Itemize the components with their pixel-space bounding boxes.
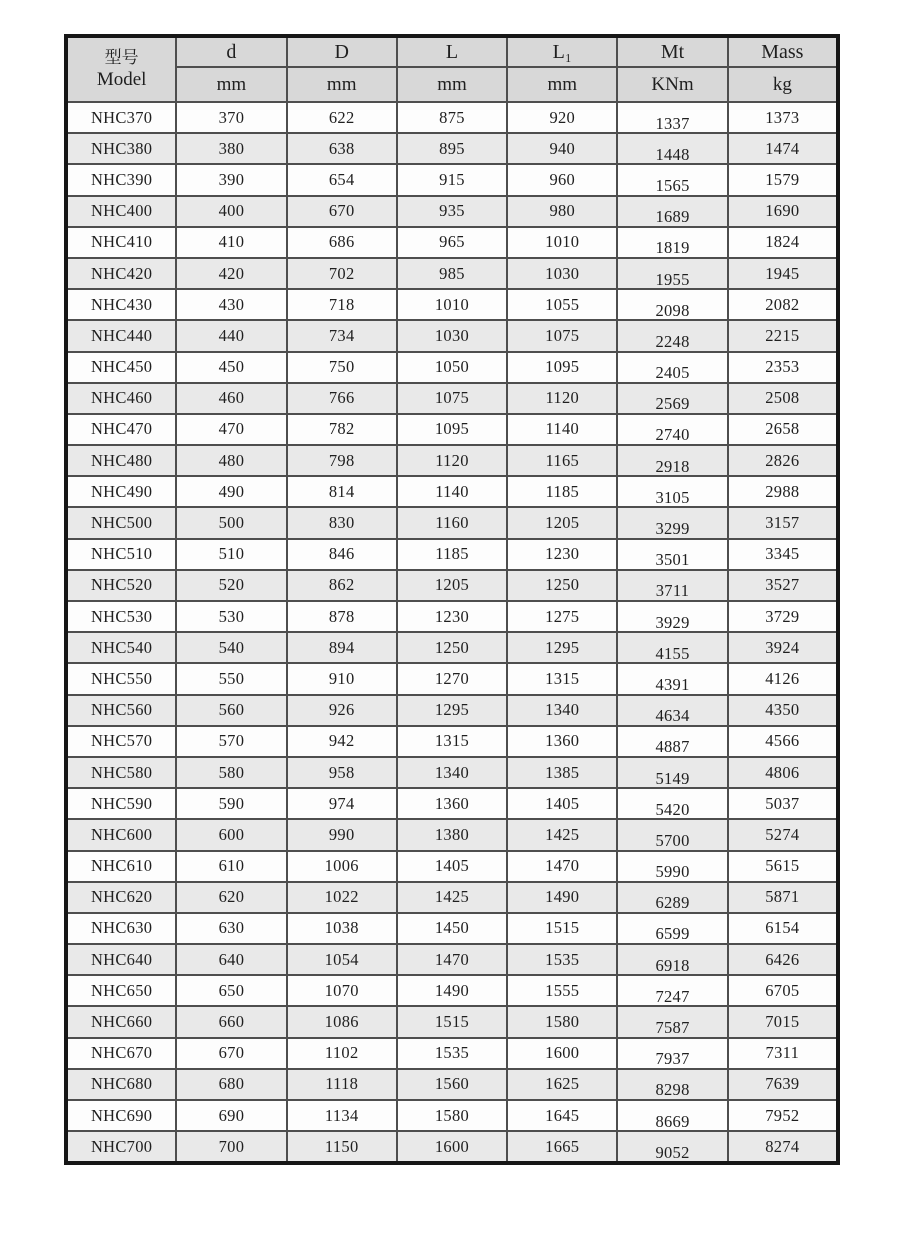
cell-model: NHC430: [66, 289, 176, 320]
table-row: [66, 726, 838, 757]
column-header-mt: Mt: [617, 36, 727, 67]
cell-l: 1425: [397, 882, 507, 913]
cell-dcap: 1070: [287, 975, 397, 1006]
cell-d: 510: [176, 539, 286, 570]
cell-l1: 1315: [507, 663, 617, 694]
cell-l: 1160: [397, 507, 507, 538]
cell-l: 1140: [397, 476, 507, 507]
cell-mt: 7937: [617, 1038, 727, 1069]
cell-d: 630: [176, 913, 286, 944]
cell-mass: 1373: [728, 102, 838, 133]
table-row: [66, 913, 838, 944]
table-row: [66, 1006, 838, 1037]
cell-l: 965: [397, 227, 507, 258]
cell-mass: 8274: [728, 1131, 838, 1163]
cell-mass: 2988: [728, 476, 838, 507]
cell-mt: 3299: [617, 507, 727, 538]
cell-model: NHC510: [66, 539, 176, 570]
table-row: [66, 695, 838, 726]
cell-l: 895: [397, 133, 507, 164]
cell-mass: 2826: [728, 445, 838, 476]
table-row: [66, 414, 838, 445]
cell-mass: 1690: [728, 196, 838, 227]
cell-d: 640: [176, 944, 286, 975]
cell-model: NHC650: [66, 975, 176, 1006]
cell-l1: 1120: [507, 383, 617, 414]
cell-l1: 1030: [507, 258, 617, 289]
table-row: [66, 352, 838, 383]
cell-l: 1340: [397, 757, 507, 788]
cell-l: 1205: [397, 570, 507, 601]
cell-model: NHC530: [66, 601, 176, 632]
cell-mt: 3929: [617, 601, 727, 632]
cell-dcap: 1102: [287, 1038, 397, 1069]
cell-mass: 2508: [728, 383, 838, 414]
cell-l: 1120: [397, 445, 507, 476]
table-row: [66, 1069, 838, 1100]
table-row: [66, 788, 838, 819]
cell-l: 1250: [397, 632, 507, 663]
cell-d: 580: [176, 757, 286, 788]
cell-model: NHC540: [66, 632, 176, 663]
header-row-names: [66, 36, 838, 67]
column-unit-mass: kg: [728, 67, 838, 102]
header-row-units: [66, 67, 838, 102]
cell-mass: 2215: [728, 320, 838, 351]
cell-l: 1050: [397, 352, 507, 383]
table-row: [66, 539, 838, 570]
cell-d: 590: [176, 788, 286, 819]
cell-model: NHC420: [66, 258, 176, 289]
cell-l1: 1600: [507, 1038, 617, 1069]
cell-l: 1230: [397, 601, 507, 632]
cell-dcap: 798: [287, 445, 397, 476]
table-row: [66, 570, 838, 601]
cell-l: 1450: [397, 913, 507, 944]
cell-l1: 1515: [507, 913, 617, 944]
cell-d: 540: [176, 632, 286, 663]
cell-d: 440: [176, 320, 286, 351]
cell-l: 1295: [397, 695, 507, 726]
cell-l: 875: [397, 102, 507, 133]
cell-d: 670: [176, 1038, 286, 1069]
table-row: [66, 102, 838, 133]
cell-mt: 1955: [617, 258, 727, 289]
table-row: [66, 757, 838, 788]
cell-mt: 7587: [617, 1006, 727, 1037]
cell-d: 500: [176, 507, 286, 538]
cell-d: 560: [176, 695, 286, 726]
table-row: [66, 1131, 838, 1163]
cell-mt: 2405: [617, 352, 727, 383]
cell-dcap: 1006: [287, 851, 397, 882]
cell-l1: 1645: [507, 1100, 617, 1131]
table-row: [66, 476, 838, 507]
table-row: [66, 663, 838, 694]
spec-table: [64, 34, 840, 1165]
cell-mt: 2248: [617, 320, 727, 351]
cell-mt: 9052: [617, 1131, 727, 1163]
cell-mt: 1689: [617, 196, 727, 227]
cell-l1: 1205: [507, 507, 617, 538]
cell-mass: 1474: [728, 133, 838, 164]
cell-dcap: 622: [287, 102, 397, 133]
cell-l: 1010: [397, 289, 507, 320]
cell-model: NHC630: [66, 913, 176, 944]
cell-mt: 4155: [617, 632, 727, 663]
cell-l1: 1185: [507, 476, 617, 507]
cell-model: NHC520: [66, 570, 176, 601]
cell-dcap: 926: [287, 695, 397, 726]
cell-model: NHC550: [66, 663, 176, 694]
cell-d: 470: [176, 414, 286, 445]
table-row: [66, 975, 838, 1006]
cell-mt: 2098: [617, 289, 727, 320]
cell-mt: 5149: [617, 757, 727, 788]
cell-dcap: 958: [287, 757, 397, 788]
model-header-en: Model: [96, 69, 147, 91]
cell-dcap: 718: [287, 289, 397, 320]
cell-mass: 4806: [728, 757, 838, 788]
cell-model: NHC490: [66, 476, 176, 507]
cell-l: 1405: [397, 851, 507, 882]
cell-model: NHC440: [66, 320, 176, 351]
cell-dcap: 990: [287, 819, 397, 850]
column-header-l1: L₁: [507, 36, 617, 67]
cell-l1: 1165: [507, 445, 617, 476]
cell-dcap: 1150: [287, 1131, 397, 1163]
cell-model: NHC470: [66, 414, 176, 445]
table-row: [66, 851, 838, 882]
table-row: [66, 289, 838, 320]
cell-d: 690: [176, 1100, 286, 1131]
cell-d: 530: [176, 601, 286, 632]
cell-mass: 7639: [728, 1069, 838, 1100]
cell-dcap: 670: [287, 196, 397, 227]
cell-l: 1600: [397, 1131, 507, 1163]
cell-model: NHC480: [66, 445, 176, 476]
cell-d: 680: [176, 1069, 286, 1100]
column-header-mass: Mass: [728, 36, 838, 67]
cell-mass: 1945: [728, 258, 838, 289]
cell-mt: 4887: [617, 726, 727, 757]
cell-l1: 1250: [507, 570, 617, 601]
cell-model: NHC600: [66, 819, 176, 850]
table-row: [66, 196, 838, 227]
cell-mt: 1448: [617, 133, 727, 164]
cell-d: 490: [176, 476, 286, 507]
cell-model: NHC400: [66, 196, 176, 227]
column-header-d: d: [176, 36, 286, 67]
cell-d: 520: [176, 570, 286, 601]
cell-mt: 5700: [617, 819, 727, 850]
cell-mt: 8298: [617, 1069, 727, 1100]
cell-l1: 1140: [507, 414, 617, 445]
cell-mt: 1565: [617, 164, 727, 195]
cell-dcap: 878: [287, 601, 397, 632]
cell-l1: 1490: [507, 882, 617, 913]
cell-model: NHC580: [66, 757, 176, 788]
cell-model: NHC610: [66, 851, 176, 882]
cell-mt: 8669: [617, 1100, 727, 1131]
cell-d: 620: [176, 882, 286, 913]
cell-d: 650: [176, 975, 286, 1006]
cell-dcap: 894: [287, 632, 397, 663]
table-row: [66, 944, 838, 975]
table-row: [66, 507, 838, 538]
cell-l: 1315: [397, 726, 507, 757]
cell-d: 600: [176, 819, 286, 850]
cell-mass: 3345: [728, 539, 838, 570]
table-row: [66, 632, 838, 663]
cell-mass: 7015: [728, 1006, 838, 1037]
cell-model: NHC680: [66, 1069, 176, 1100]
cell-mt: 6289: [617, 882, 727, 913]
cell-mass: 6426: [728, 944, 838, 975]
cell-l: 1185: [397, 539, 507, 570]
table-row: [66, 882, 838, 913]
cell-model: NHC670: [66, 1038, 176, 1069]
cell-dcap: 974: [287, 788, 397, 819]
cell-dcap: 638: [287, 133, 397, 164]
cell-mass: 5615: [728, 851, 838, 882]
cell-mt: 6918: [617, 944, 727, 975]
cell-dcap: 734: [287, 320, 397, 351]
column-header-l: L: [397, 36, 507, 67]
cell-l1: 980: [507, 196, 617, 227]
cell-mt: 3711: [617, 570, 727, 601]
cell-model: NHC620: [66, 882, 176, 913]
cell-d: 410: [176, 227, 286, 258]
cell-mt: 5990: [617, 851, 727, 882]
column-unit-l: mm: [397, 67, 507, 102]
cell-dcap: 942: [287, 726, 397, 757]
cell-l1: 1275: [507, 601, 617, 632]
cell-dcap: 782: [287, 414, 397, 445]
cell-mass: 6705: [728, 975, 838, 1006]
cell-dcap: 846: [287, 539, 397, 570]
cell-mass: 5871: [728, 882, 838, 913]
cell-l1: 960: [507, 164, 617, 195]
cell-dcap: 702: [287, 258, 397, 289]
cell-d: 400: [176, 196, 286, 227]
column-header-dcap: D: [287, 36, 397, 67]
cell-l: 985: [397, 258, 507, 289]
cell-mt: 6599: [617, 913, 727, 944]
cell-mt: 5420: [617, 788, 727, 819]
column-unit-dcap: mm: [287, 67, 397, 102]
cell-d: 480: [176, 445, 286, 476]
cell-l1: 1095: [507, 352, 617, 383]
cell-l: 935: [397, 196, 507, 227]
cell-l1: 1470: [507, 851, 617, 882]
cell-l1: 1055: [507, 289, 617, 320]
cell-l1: 1010: [507, 227, 617, 258]
cell-dcap: 750: [287, 352, 397, 383]
cell-model: NHC460: [66, 383, 176, 414]
cell-mt: 4391: [617, 663, 727, 694]
cell-mt: 2918: [617, 445, 727, 476]
cell-l1: 1075: [507, 320, 617, 351]
table-row: [66, 258, 838, 289]
cell-l1: 1665: [507, 1131, 617, 1163]
cell-mass: 2353: [728, 352, 838, 383]
cell-mass: 1824: [728, 227, 838, 258]
cell-d: 660: [176, 1006, 286, 1037]
cell-l: 915: [397, 164, 507, 195]
table-row: [66, 1100, 838, 1131]
cell-l: 1360: [397, 788, 507, 819]
table-row: [66, 819, 838, 850]
cell-mass: 7952: [728, 1100, 838, 1131]
table-row: [66, 320, 838, 351]
cell-dcap: 814: [287, 476, 397, 507]
cell-l1: 1625: [507, 1069, 617, 1100]
cell-mass: 3527: [728, 570, 838, 601]
cell-d: 700: [176, 1131, 286, 1163]
cell-d: 420: [176, 258, 286, 289]
cell-l1: 1230: [507, 539, 617, 570]
cell-l1: 1360: [507, 726, 617, 757]
table-row: [66, 601, 838, 632]
cell-model: NHC660: [66, 1006, 176, 1037]
cell-mt: 7247: [617, 975, 727, 1006]
cell-dcap: 1086: [287, 1006, 397, 1037]
cell-model: NHC500: [66, 507, 176, 538]
cell-mt: 3105: [617, 476, 727, 507]
cell-l1: 1535: [507, 944, 617, 975]
cell-l: 1490: [397, 975, 507, 1006]
cell-l1: 1580: [507, 1006, 617, 1037]
cell-d: 550: [176, 663, 286, 694]
cell-d: 390: [176, 164, 286, 195]
cell-mass: 4350: [728, 695, 838, 726]
cell-dcap: 686: [287, 227, 397, 258]
cell-mt: 1819: [617, 227, 727, 258]
cell-d: 450: [176, 352, 286, 383]
cell-l1: 1405: [507, 788, 617, 819]
cell-mass: 6154: [728, 913, 838, 944]
table-row: [66, 1038, 838, 1069]
model-column-header: [66, 36, 176, 102]
cell-dcap: 654: [287, 164, 397, 195]
cell-dcap: 1134: [287, 1100, 397, 1131]
cell-model: NHC700: [66, 1131, 176, 1163]
column-unit-mt: KNm: [617, 67, 727, 102]
cell-l1: 1295: [507, 632, 617, 663]
cell-d: 370: [176, 102, 286, 133]
column-unit-d: mm: [176, 67, 286, 102]
cell-dcap: 1022: [287, 882, 397, 913]
cell-d: 380: [176, 133, 286, 164]
cell-mt: 3501: [617, 539, 727, 570]
cell-l1: 1555: [507, 975, 617, 1006]
cell-dcap: 910: [287, 663, 397, 694]
cell-l: 1030: [397, 320, 507, 351]
cell-d: 610: [176, 851, 286, 882]
cell-d: 570: [176, 726, 286, 757]
cell-mass: 5274: [728, 819, 838, 850]
cell-model: NHC590: [66, 788, 176, 819]
table-row: [66, 383, 838, 414]
cell-model: NHC570: [66, 726, 176, 757]
cell-dcap: 830: [287, 507, 397, 538]
cell-d: 430: [176, 289, 286, 320]
cell-dcap: 1118: [287, 1069, 397, 1100]
cell-mt: 1337: [617, 102, 727, 133]
cell-model: NHC380: [66, 133, 176, 164]
cell-l: 1470: [397, 944, 507, 975]
cell-l1: 1425: [507, 819, 617, 850]
cell-model: NHC370: [66, 102, 176, 133]
spec-table-container: [64, 34, 840, 1165]
cell-dcap: 862: [287, 570, 397, 601]
cell-l1: 940: [507, 133, 617, 164]
cell-l: 1075: [397, 383, 507, 414]
cell-mass: 4566: [728, 726, 838, 757]
cell-l: 1095: [397, 414, 507, 445]
cell-dcap: 766: [287, 383, 397, 414]
table-row: [66, 164, 838, 195]
cell-l1: 920: [507, 102, 617, 133]
cell-model: NHC560: [66, 695, 176, 726]
cell-mass: 5037: [728, 788, 838, 819]
cell-dcap: 1038: [287, 913, 397, 944]
cell-mass: 1579: [728, 164, 838, 195]
cell-mass: 3157: [728, 507, 838, 538]
cell-mass: 7311: [728, 1038, 838, 1069]
cell-d: 460: [176, 383, 286, 414]
cell-l1: 1385: [507, 757, 617, 788]
cell-l: 1580: [397, 1100, 507, 1131]
cell-l: 1560: [397, 1069, 507, 1100]
cell-mass: 3729: [728, 601, 838, 632]
cell-mt: 2740: [617, 414, 727, 445]
cell-mass: 2658: [728, 414, 838, 445]
table-body: [66, 102, 838, 1163]
cell-model: NHC690: [66, 1100, 176, 1131]
table-row: [66, 445, 838, 476]
cell-mass: 4126: [728, 663, 838, 694]
cell-model: NHC390: [66, 164, 176, 195]
table-row: [66, 133, 838, 164]
column-unit-l1: mm: [507, 67, 617, 102]
cell-mass: 2082: [728, 289, 838, 320]
cell-l: 1515: [397, 1006, 507, 1037]
cell-l: 1380: [397, 819, 507, 850]
cell-l: 1270: [397, 663, 507, 694]
cell-dcap: 1054: [287, 944, 397, 975]
table-header: [66, 36, 838, 102]
cell-l: 1535: [397, 1038, 507, 1069]
cell-model: NHC410: [66, 227, 176, 258]
model-header-zh: 型号: [104, 48, 139, 67]
cell-l1: 1340: [507, 695, 617, 726]
cell-mt: 4634: [617, 695, 727, 726]
cell-model: NHC640: [66, 944, 176, 975]
cell-mass: 3924: [728, 632, 838, 663]
table-row: [66, 227, 838, 258]
cell-model: NHC450: [66, 352, 176, 383]
cell-mt: 2569: [617, 383, 727, 414]
